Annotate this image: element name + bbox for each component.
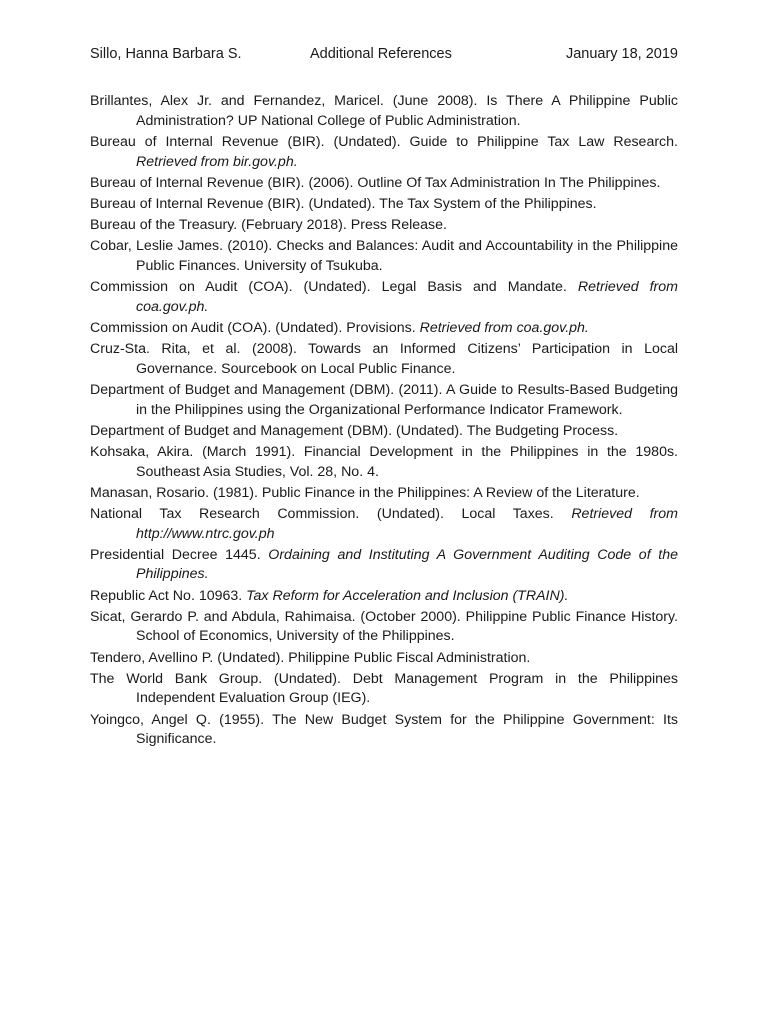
reference-entry <box>90 587 678 607</box>
reference-entry <box>90 340 678 380</box>
reference-entry <box>90 133 678 173</box>
reference-text: Bureau of Internal Revenue (BIR). (Undated). Guide to Philippine Tax Law Research. <box>90 133 678 150</box>
reference-text: Cruz-Sta. Rita, et al. (2008). Towards an Informed Citizens’ Participation in Local Governance. Sourcebook on Local Public Finance. <box>90 340 678 377</box>
reference-entry <box>90 319 678 339</box>
reference-text: Tendero, Avellino P. (Undated). Philippine Public Fiscal Administration. <box>90 649 531 666</box>
reference-italic-text: Retrieved from coa.gov.ph. <box>419 319 589 336</box>
reference-entry <box>90 484 678 504</box>
reference-text: Bureau of Internal Revenue (BIR). (Undated). The Tax System of the Philippines. <box>90 195 597 212</box>
reference-text: National Tax Research Commission. (Undated). Local Taxes. <box>90 505 554 522</box>
reference-text: Brillantes, Alex Jr. and Fernandez, Maricel. (June 2008). Is There A Philippine Public Administration? UP National College of Public Administration. <box>90 93 678 129</box>
reference-entry <box>90 422 678 442</box>
reference-text: Bureau of the Treasury. (February 2018). Press Release. <box>90 216 447 233</box>
reference-italic-text: Ordaining and Instituting A Government Auditing Code of the Philippines. <box>136 546 678 583</box>
reference-text: The World Bank Group. (Undated). Debt Management Program in the Philippines Independent Evaluation Group (IEG). <box>90 670 678 707</box>
reference-entry <box>90 174 678 194</box>
reference-entry <box>90 278 678 318</box>
reference-text: Bureau of Internal Revenue (BIR). (2006). Outline Of Tax Administration In The Philippines. <box>90 174 661 191</box>
reference-entry <box>90 92 678 132</box>
reference-entry <box>90 608 678 648</box>
reference-text: Presidential Decree 1445. <box>90 546 261 563</box>
reference-entry <box>90 505 678 545</box>
reference-text: Commission on Audit (COA). (Undated). Legal Basis and Mandate. <box>90 278 567 295</box>
reference-italic-text: Retrieved from coa.gov.ph. <box>136 278 678 315</box>
reference-text: Commission on Audit (COA). (Undated). Provisions. <box>90 319 416 336</box>
reference-entry <box>90 443 678 483</box>
reference-entry <box>90 670 678 710</box>
reference-entry <box>90 711 678 751</box>
reference-entry <box>90 195 678 215</box>
reference-entry <box>90 381 678 421</box>
reference-italic-text: Tax Reform for Acceleration and Inclusion (TRAIN). <box>246 587 569 604</box>
page-header <box>90 46 678 66</box>
reference-entry <box>90 649 678 669</box>
reference-text: Manasan, Rosario. (1981). Public Finance in the Philippines: A Review of the Literature. <box>90 484 640 501</box>
reference-italic-text: Retrieved from bir.gov.ph. <box>136 153 298 170</box>
reference-entry <box>90 546 678 586</box>
reference-list <box>90 92 678 751</box>
reference-entry <box>90 216 678 236</box>
reference-text: Yoingco, Angel Q. (1955). The New Budget System for the Philippine Government: Its Significance. <box>90 711 678 748</box>
reference-text: Kohsaka, Akira. (March 1991). Financial Development in the Philippines in the 1980s. Southeast Asia Studies, Vol. 28, No. 4. <box>90 443 678 480</box>
header-title: Additional References <box>310 46 452 62</box>
reference-italic-text: Retrieved from http://www.ntrc.gov.ph <box>136 505 678 542</box>
reference-text: Department of Budget and Management (DBM). (Undated). The Budgeting Process. <box>90 422 619 439</box>
reference-text: Cobar, Leslie James. (2010). Checks and Balances: Audit and Accountability in the Philippine Public Finances. University of Tsukuba. <box>90 238 678 274</box>
reference-text: Department of Budget and Management (DBM). (2011). A Guide to Results-Based Budgeting in the Philippines using the Organizational Performance Indicator Framework. <box>90 381 678 418</box>
reference-text: Sicat, Gerardo P. and Abdula, Rahimaisa. (October 2000). Philippine Public Finance History. School of Economics, University of the Philippines. <box>90 608 678 645</box>
header-date: January 18, 2019 <box>565 46 678 62</box>
header-author: Sillo, Hanna Barbara S. <box>90 46 242 62</box>
reference-text: Republic Act No. 10963. <box>90 587 243 604</box>
reference-entry <box>90 237 678 277</box>
